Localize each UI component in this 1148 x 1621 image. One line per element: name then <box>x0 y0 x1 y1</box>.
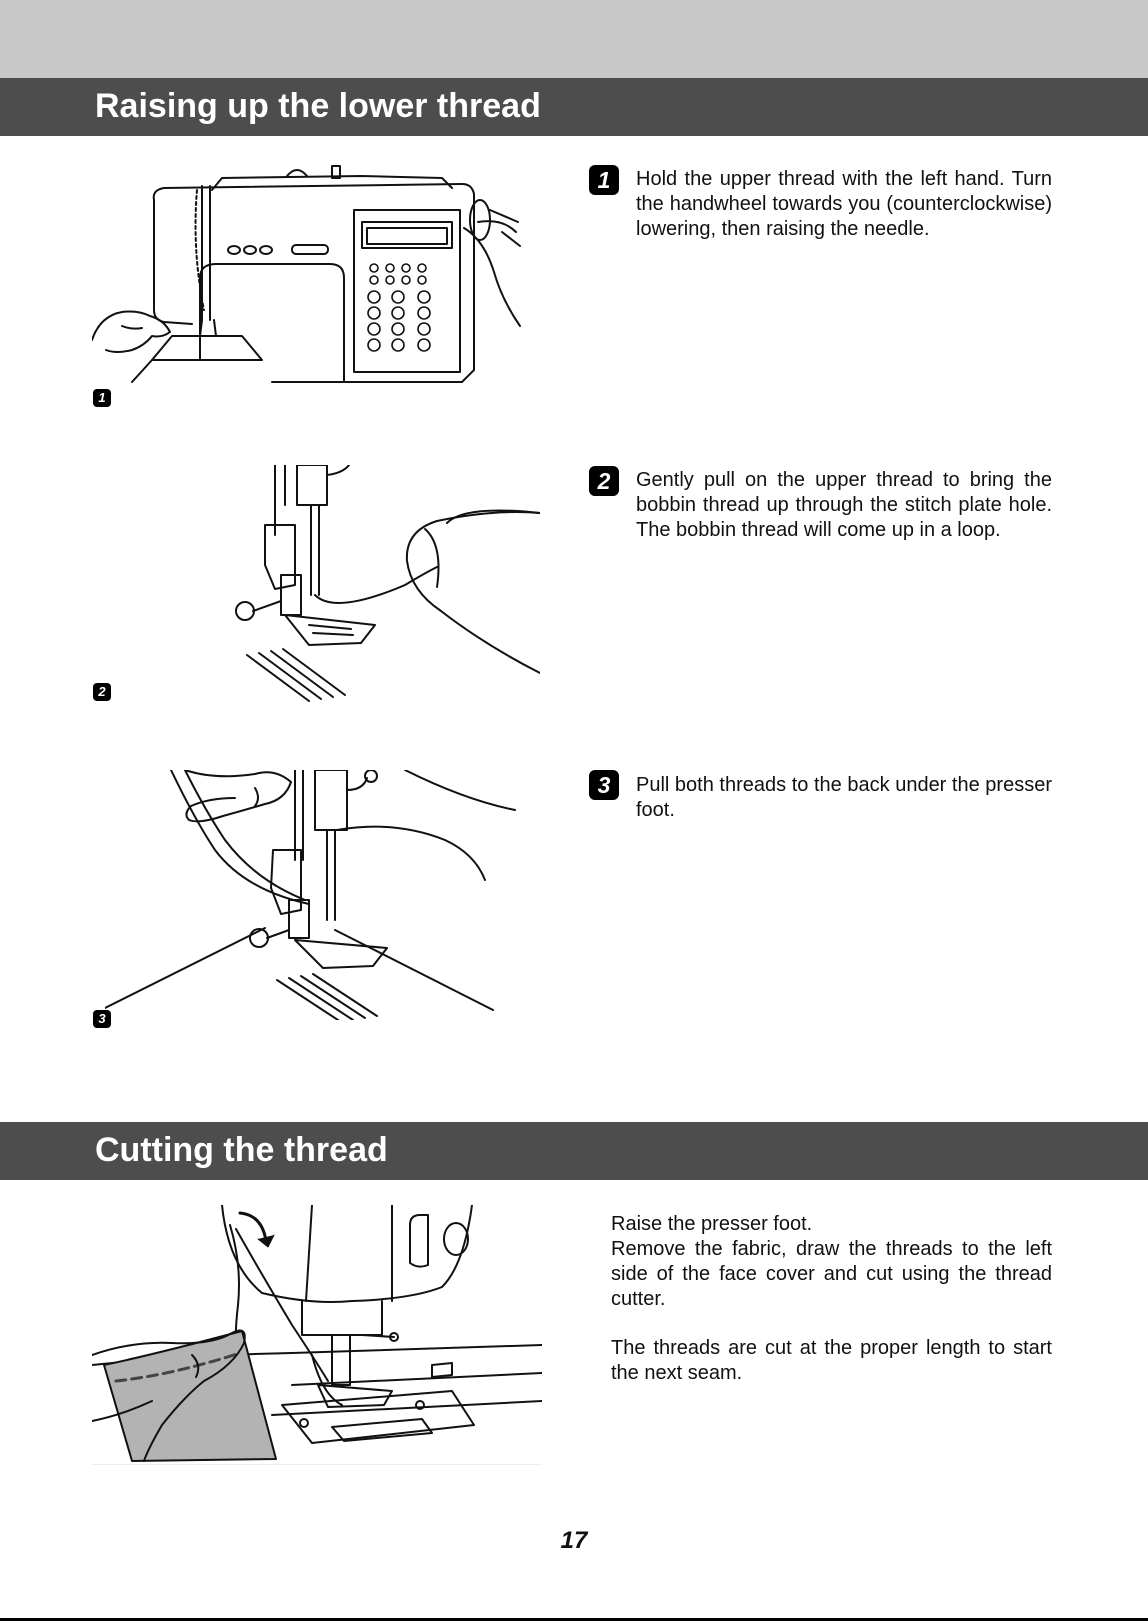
section-header-cutting <box>0 1122 1148 1180</box>
presser-foot-pull-thread-illustration <box>225 465 540 705</box>
section-title-cutting: Cutting the thread <box>95 1131 388 1169</box>
step-instruction-2: Gently pull on the upper thread to bring the bobbin thread up through the stitch plate hole. The bobbin thread will come up in a loop. <box>636 469 1052 541</box>
section-title-raising: Raising up the lower thread <box>95 87 541 125</box>
cutting-line-remove-fabric: Remove the fabric, draw the threads to the left side of the face cover and cut using the thread cutter. <box>611 1238 1052 1310</box>
cutting-line-raise-foot: Raise the presser foot. <box>611 1213 813 1235</box>
figure-label-2: 2 <box>93 683 111 701</box>
figure-label-1: 1 <box>93 389 111 407</box>
threads-under-presser-foot-illustration <box>105 770 540 1020</box>
thread-cutter-illustration <box>92 1205 542 1465</box>
cutting-paragraph-2: The threads are cut at the proper length to start the next seam. <box>611 1337 1052 1384</box>
step-number-badge-1: 1 <box>589 165 619 195</box>
cutting-paragraph-1 <box>611 1212 1052 1312</box>
section-header-raising <box>0 78 1148 136</box>
sewing-machine-handwheel-illustration <box>92 160 542 410</box>
step-instruction-1: Hold the upper thread with the left hand. Turn the handwheel towards you (counterclockwise) lowering, then raising the needle. <box>636 168 1052 240</box>
step-number-badge-3: 3 <box>589 770 619 800</box>
step-instruction-3: Pull both threads to the back under the presser foot. <box>636 774 1052 821</box>
figure-label-3: 3 <box>93 1010 111 1028</box>
step-number-badge-2: 2 <box>589 466 619 496</box>
top-gray-band <box>0 0 1148 78</box>
page-number: 17 <box>560 1527 588 1554</box>
